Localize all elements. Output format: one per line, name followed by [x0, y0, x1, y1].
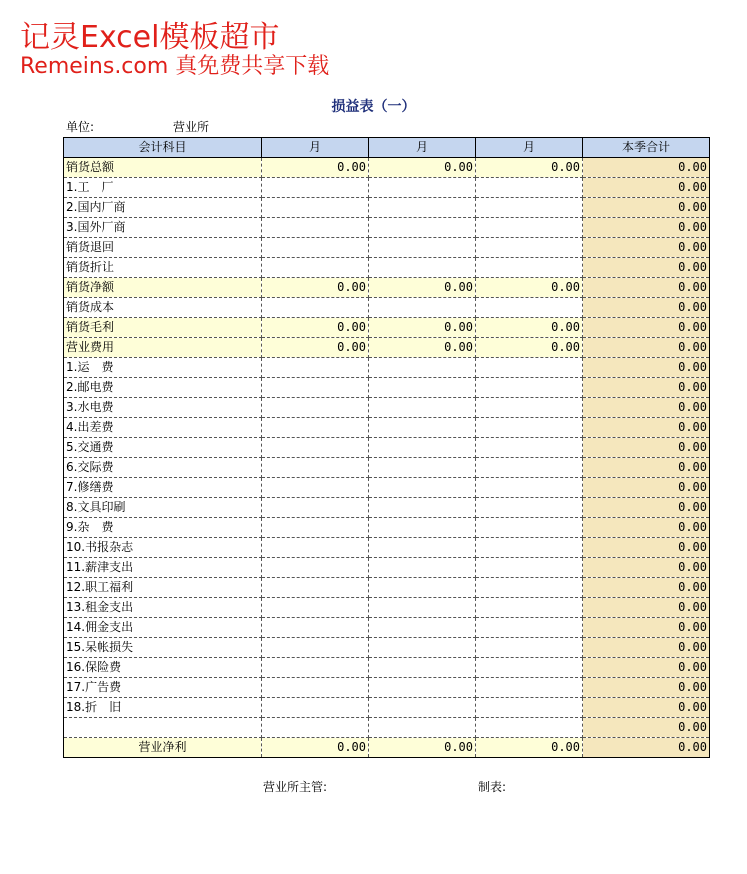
- manager-label: 营业所主管:: [263, 780, 328, 794]
- month-3-cell[interactable]: [476, 578, 583, 598]
- month-2-cell[interactable]: [369, 658, 476, 678]
- table-row: [64, 718, 710, 738]
- month-1-cell[interactable]: [262, 538, 369, 558]
- month-3-cell[interactable]: [476, 298, 583, 318]
- quarter-total-cell[interactable]: 0.00: [583, 538, 710, 558]
- header-month-2: 月: [369, 138, 476, 158]
- account-name-cell[interactable]: 18.折 旧: [64, 698, 262, 718]
- account-name-cell[interactable]: 销货折让: [64, 258, 262, 278]
- month-2-cell[interactable]: [369, 618, 476, 638]
- month-3-cell[interactable]: [476, 538, 583, 558]
- table-row: [64, 658, 710, 678]
- account-name-cell[interactable]: 2.邮电费: [64, 378, 262, 398]
- quarter-total-cell[interactable]: 0.00: [583, 618, 710, 638]
- quarter-total-cell[interactable]: 0.00: [583, 358, 710, 378]
- table-row: [64, 238, 710, 258]
- quarter-total-cell[interactable]: 0.00: [583, 378, 710, 398]
- quarter-total-cell[interactable]: 0.00: [583, 578, 710, 598]
- month-3-cell[interactable]: [476, 478, 583, 498]
- month-3-cell[interactable]: [476, 438, 583, 458]
- month-1-cell[interactable]: [262, 218, 369, 238]
- month-3-cell[interactable]: [476, 698, 583, 718]
- quarter-total-cell[interactable]: 0.00: [583, 278, 710, 298]
- quarter-total-cell[interactable]: 0.00: [583, 738, 710, 758]
- month-3-cell[interactable]: [476, 378, 583, 398]
- month-3-cell[interactable]: 0.00: [476, 318, 583, 338]
- table-row: [64, 518, 710, 538]
- month-1-cell[interactable]: [262, 458, 369, 478]
- month-1-cell[interactable]: [262, 178, 369, 198]
- watermark-title: 记灵Excel模板超市: [20, 20, 280, 55]
- table-row: [64, 478, 710, 498]
- month-2-cell[interactable]: [369, 358, 476, 378]
- month-1-cell[interactable]: [262, 698, 369, 718]
- table-row: [64, 558, 710, 578]
- month-1-cell[interactable]: 0.00: [262, 338, 369, 358]
- month-3-cell[interactable]: [476, 418, 583, 438]
- quarter-total-cell[interactable]: 0.00: [583, 458, 710, 478]
- quarter-total-cell[interactable]: 0.00: [583, 178, 710, 198]
- month-1-cell[interactable]: [262, 198, 369, 218]
- month-2-cell[interactable]: [369, 198, 476, 218]
- account-name-cell[interactable]: 17.广告费: [64, 678, 262, 698]
- table-row: [64, 578, 710, 598]
- quarter-total-cell[interactable]: 0.00: [583, 418, 710, 438]
- month-1-cell[interactable]: [262, 658, 369, 678]
- month-2-cell[interactable]: [369, 218, 476, 238]
- quarter-total-cell[interactable]: 0.00: [583, 498, 710, 518]
- month-3-cell[interactable]: [476, 238, 583, 258]
- page-title: 损益表（一）: [331, 99, 416, 115]
- account-name-cell[interactable]: 5.交通费: [64, 438, 262, 458]
- account-name-cell[interactable]: 16.保险费: [64, 658, 262, 678]
- month-1-cell[interactable]: [262, 258, 369, 278]
- month-3-cell[interactable]: [476, 638, 583, 658]
- account-name-cell[interactable]: 销货退回: [64, 238, 262, 258]
- month-1-cell[interactable]: [262, 598, 369, 618]
- header-row: [64, 138, 710, 158]
- account-name-cell[interactable]: 销货成本: [64, 298, 262, 318]
- month-2-cell[interactable]: [369, 558, 476, 578]
- month-1-cell[interactable]: [262, 298, 369, 318]
- month-1-cell[interactable]: [262, 478, 369, 498]
- month-1-cell[interactable]: [262, 418, 369, 438]
- month-2-cell[interactable]: 0.00: [369, 318, 476, 338]
- table-row: [64, 338, 710, 358]
- table-row: [64, 438, 710, 458]
- quarter-total-cell[interactable]: 0.00: [583, 718, 710, 738]
- account-name-cell[interactable]: 2.国内厂商: [64, 198, 262, 218]
- month-1-cell[interactable]: [262, 678, 369, 698]
- quarter-total-cell[interactable]: 0.00: [583, 318, 710, 338]
- month-2-cell[interactable]: [369, 378, 476, 398]
- month-2-cell[interactable]: [369, 478, 476, 498]
- month-1-cell[interactable]: 0.00: [262, 158, 369, 178]
- month-3-cell[interactable]: [476, 398, 583, 418]
- header-month-1: 月: [262, 138, 369, 158]
- header-account: 会计科目: [64, 138, 262, 158]
- account-name-cell[interactable]: 3.水电费: [64, 398, 262, 418]
- month-2-cell[interactable]: [369, 638, 476, 658]
- account-name-cell[interactable]: 1.运 费: [64, 358, 262, 378]
- table-row: [64, 198, 710, 218]
- quarter-total-cell[interactable]: 0.00: [583, 218, 710, 238]
- quarter-total-cell[interactable]: 0.00: [583, 238, 710, 258]
- month-1-cell[interactable]: 0.00: [262, 318, 369, 338]
- month-2-cell[interactable]: 0.00: [369, 278, 476, 298]
- quarter-total-cell[interactable]: 0.00: [583, 298, 710, 318]
- table-row: [64, 258, 710, 278]
- month-2-cell[interactable]: [369, 438, 476, 458]
- month-2-cell[interactable]: [369, 238, 476, 258]
- quarter-total-cell[interactable]: 0.00: [583, 198, 710, 218]
- account-name-cell[interactable]: 销货总额: [64, 158, 262, 178]
- account-name-cell[interactable]: 1.工 厂: [64, 178, 262, 198]
- account-name-cell[interactable]: 12.职工福利: [64, 578, 262, 598]
- table-row: [64, 618, 710, 638]
- month-1-cell[interactable]: [262, 578, 369, 598]
- month-1-cell[interactable]: [262, 518, 369, 538]
- header-month-3: 月: [476, 138, 583, 158]
- month-1-cell[interactable]: [262, 238, 369, 258]
- month-3-cell[interactable]: [476, 678, 583, 698]
- account-name-cell[interactable]: 4.出差费: [64, 418, 262, 438]
- month-2-cell[interactable]: [369, 178, 476, 198]
- month-1-cell[interactable]: 0.00: [262, 278, 369, 298]
- account-name-cell[interactable]: 11.薪津支出: [64, 558, 262, 578]
- watermark-subtitle: Remeins.com 真免费共享下载: [20, 54, 330, 79]
- month-1-cell[interactable]: [262, 398, 369, 418]
- quarter-total-cell[interactable]: 0.00: [583, 158, 710, 178]
- month-3-cell[interactable]: [476, 658, 583, 678]
- quarter-total-cell[interactable]: 0.00: [583, 658, 710, 678]
- account-name-cell[interactable]: 3.国外厂商: [64, 218, 262, 238]
- month-1-cell[interactable]: [262, 558, 369, 578]
- month-2-cell[interactable]: [369, 398, 476, 418]
- quarter-total-cell[interactable]: 0.00: [583, 478, 710, 498]
- table-row: [64, 738, 710, 758]
- month-2-cell[interactable]: [369, 538, 476, 558]
- account-name-cell[interactable]: 8.文具印刷: [64, 498, 262, 518]
- table-row: [64, 378, 710, 398]
- account-name-cell[interactable]: 7.修缮费: [64, 478, 262, 498]
- table-row: [64, 178, 710, 198]
- month-2-cell[interactable]: [369, 458, 476, 478]
- month-2-cell[interactable]: [369, 598, 476, 618]
- table-row: [64, 158, 710, 178]
- quarter-total-cell[interactable]: 0.00: [583, 638, 710, 658]
- account-name-cell[interactable]: 营业净利: [64, 738, 262, 758]
- month-2-cell[interactable]: 0.00: [369, 338, 476, 358]
- account-name-cell[interactable]: 15.呆帐损失: [64, 638, 262, 658]
- month-1-cell[interactable]: [262, 358, 369, 378]
- quarter-total-cell[interactable]: 0.00: [583, 598, 710, 618]
- quarter-total-cell[interactable]: 0.00: [583, 678, 710, 698]
- month-2-cell[interactable]: [369, 418, 476, 438]
- account-name-cell[interactable]: 销货净额: [64, 278, 262, 298]
- table-row: [64, 278, 710, 298]
- account-name-cell[interactable]: [64, 718, 262, 738]
- account-name-cell[interactable]: 营业费用: [64, 338, 262, 358]
- month-3-cell[interactable]: [476, 518, 583, 538]
- quarter-total-cell[interactable]: 0.00: [583, 438, 710, 458]
- month-3-cell[interactable]: [476, 498, 583, 518]
- month-3-cell[interactable]: [476, 358, 583, 378]
- table-row: [64, 498, 710, 518]
- account-name-cell[interactable]: 6.交际费: [64, 458, 262, 478]
- month-1-cell[interactable]: [262, 498, 369, 518]
- month-2-cell[interactable]: 0.00: [369, 738, 476, 758]
- account-name-cell[interactable]: 销货毛利: [64, 318, 262, 338]
- table-row: [64, 218, 710, 238]
- month-3-cell[interactable]: [476, 198, 583, 218]
- account-name-cell[interactable]: 13.租金支出: [64, 598, 262, 618]
- quarter-total-cell[interactable]: 0.00: [583, 258, 710, 278]
- income-statement-table: [63, 137, 710, 758]
- month-2-cell[interactable]: [369, 578, 476, 598]
- table-row: [64, 538, 710, 558]
- month-2-cell[interactable]: [369, 678, 476, 698]
- month-3-cell[interactable]: 0.00: [476, 158, 583, 178]
- month-1-cell[interactable]: [262, 638, 369, 658]
- month-3-cell[interactable]: [476, 718, 583, 738]
- month-3-cell[interactable]: [476, 598, 583, 618]
- month-3-cell[interactable]: 0.00: [476, 338, 583, 358]
- account-name-cell[interactable]: 14.佣金支出: [64, 618, 262, 638]
- quarter-total-cell[interactable]: 0.00: [583, 518, 710, 538]
- month-3-cell[interactable]: [476, 178, 583, 198]
- month-3-cell[interactable]: [476, 258, 583, 278]
- quarter-total-cell[interactable]: 0.00: [583, 338, 710, 358]
- account-name-cell[interactable]: 9.杂 费: [64, 518, 262, 538]
- table-row: [64, 358, 710, 378]
- month-3-cell[interactable]: [476, 218, 583, 238]
- quarter-total-cell[interactable]: 0.00: [583, 698, 710, 718]
- month-1-cell[interactable]: [262, 618, 369, 638]
- table-row: [64, 418, 710, 438]
- month-2-cell[interactable]: [369, 518, 476, 538]
- month-2-cell[interactable]: [369, 718, 476, 738]
- table-row: [64, 298, 710, 318]
- month-2-cell[interactable]: [369, 498, 476, 518]
- month-1-cell[interactable]: [262, 378, 369, 398]
- table-row: [64, 638, 710, 658]
- month-3-cell[interactable]: [476, 558, 583, 578]
- quarter-total-cell[interactable]: 0.00: [583, 558, 710, 578]
- header-quarter-total: 本季合计: [583, 138, 710, 158]
- month-1-cell[interactable]: [262, 438, 369, 458]
- table-row: [64, 678, 710, 698]
- maker-label: 制表:: [478, 780, 507, 794]
- table-row: [64, 318, 710, 338]
- month-3-cell[interactable]: [476, 458, 583, 478]
- month-3-cell[interactable]: 0.00: [476, 738, 583, 758]
- month-2-cell[interactable]: 0.00: [369, 158, 476, 178]
- table-row: [64, 398, 710, 418]
- table-row: [64, 458, 710, 478]
- account-name-cell[interactable]: 10.书报杂志: [64, 538, 262, 558]
- unit-value[interactable]: 营业所: [173, 120, 210, 134]
- table-row: [64, 698, 710, 718]
- month-3-cell[interactable]: [476, 618, 583, 638]
- month-2-cell[interactable]: [369, 258, 476, 278]
- month-3-cell[interactable]: 0.00: [476, 278, 583, 298]
- quarter-total-cell[interactable]: 0.00: [583, 398, 710, 418]
- table-row: [64, 598, 710, 618]
- month-2-cell[interactable]: [369, 298, 476, 318]
- month-1-cell[interactable]: 0.00: [262, 738, 369, 758]
- unit-label: 单位:: [66, 120, 95, 134]
- month-1-cell[interactable]: [262, 718, 369, 738]
- month-2-cell[interactable]: [369, 698, 476, 718]
